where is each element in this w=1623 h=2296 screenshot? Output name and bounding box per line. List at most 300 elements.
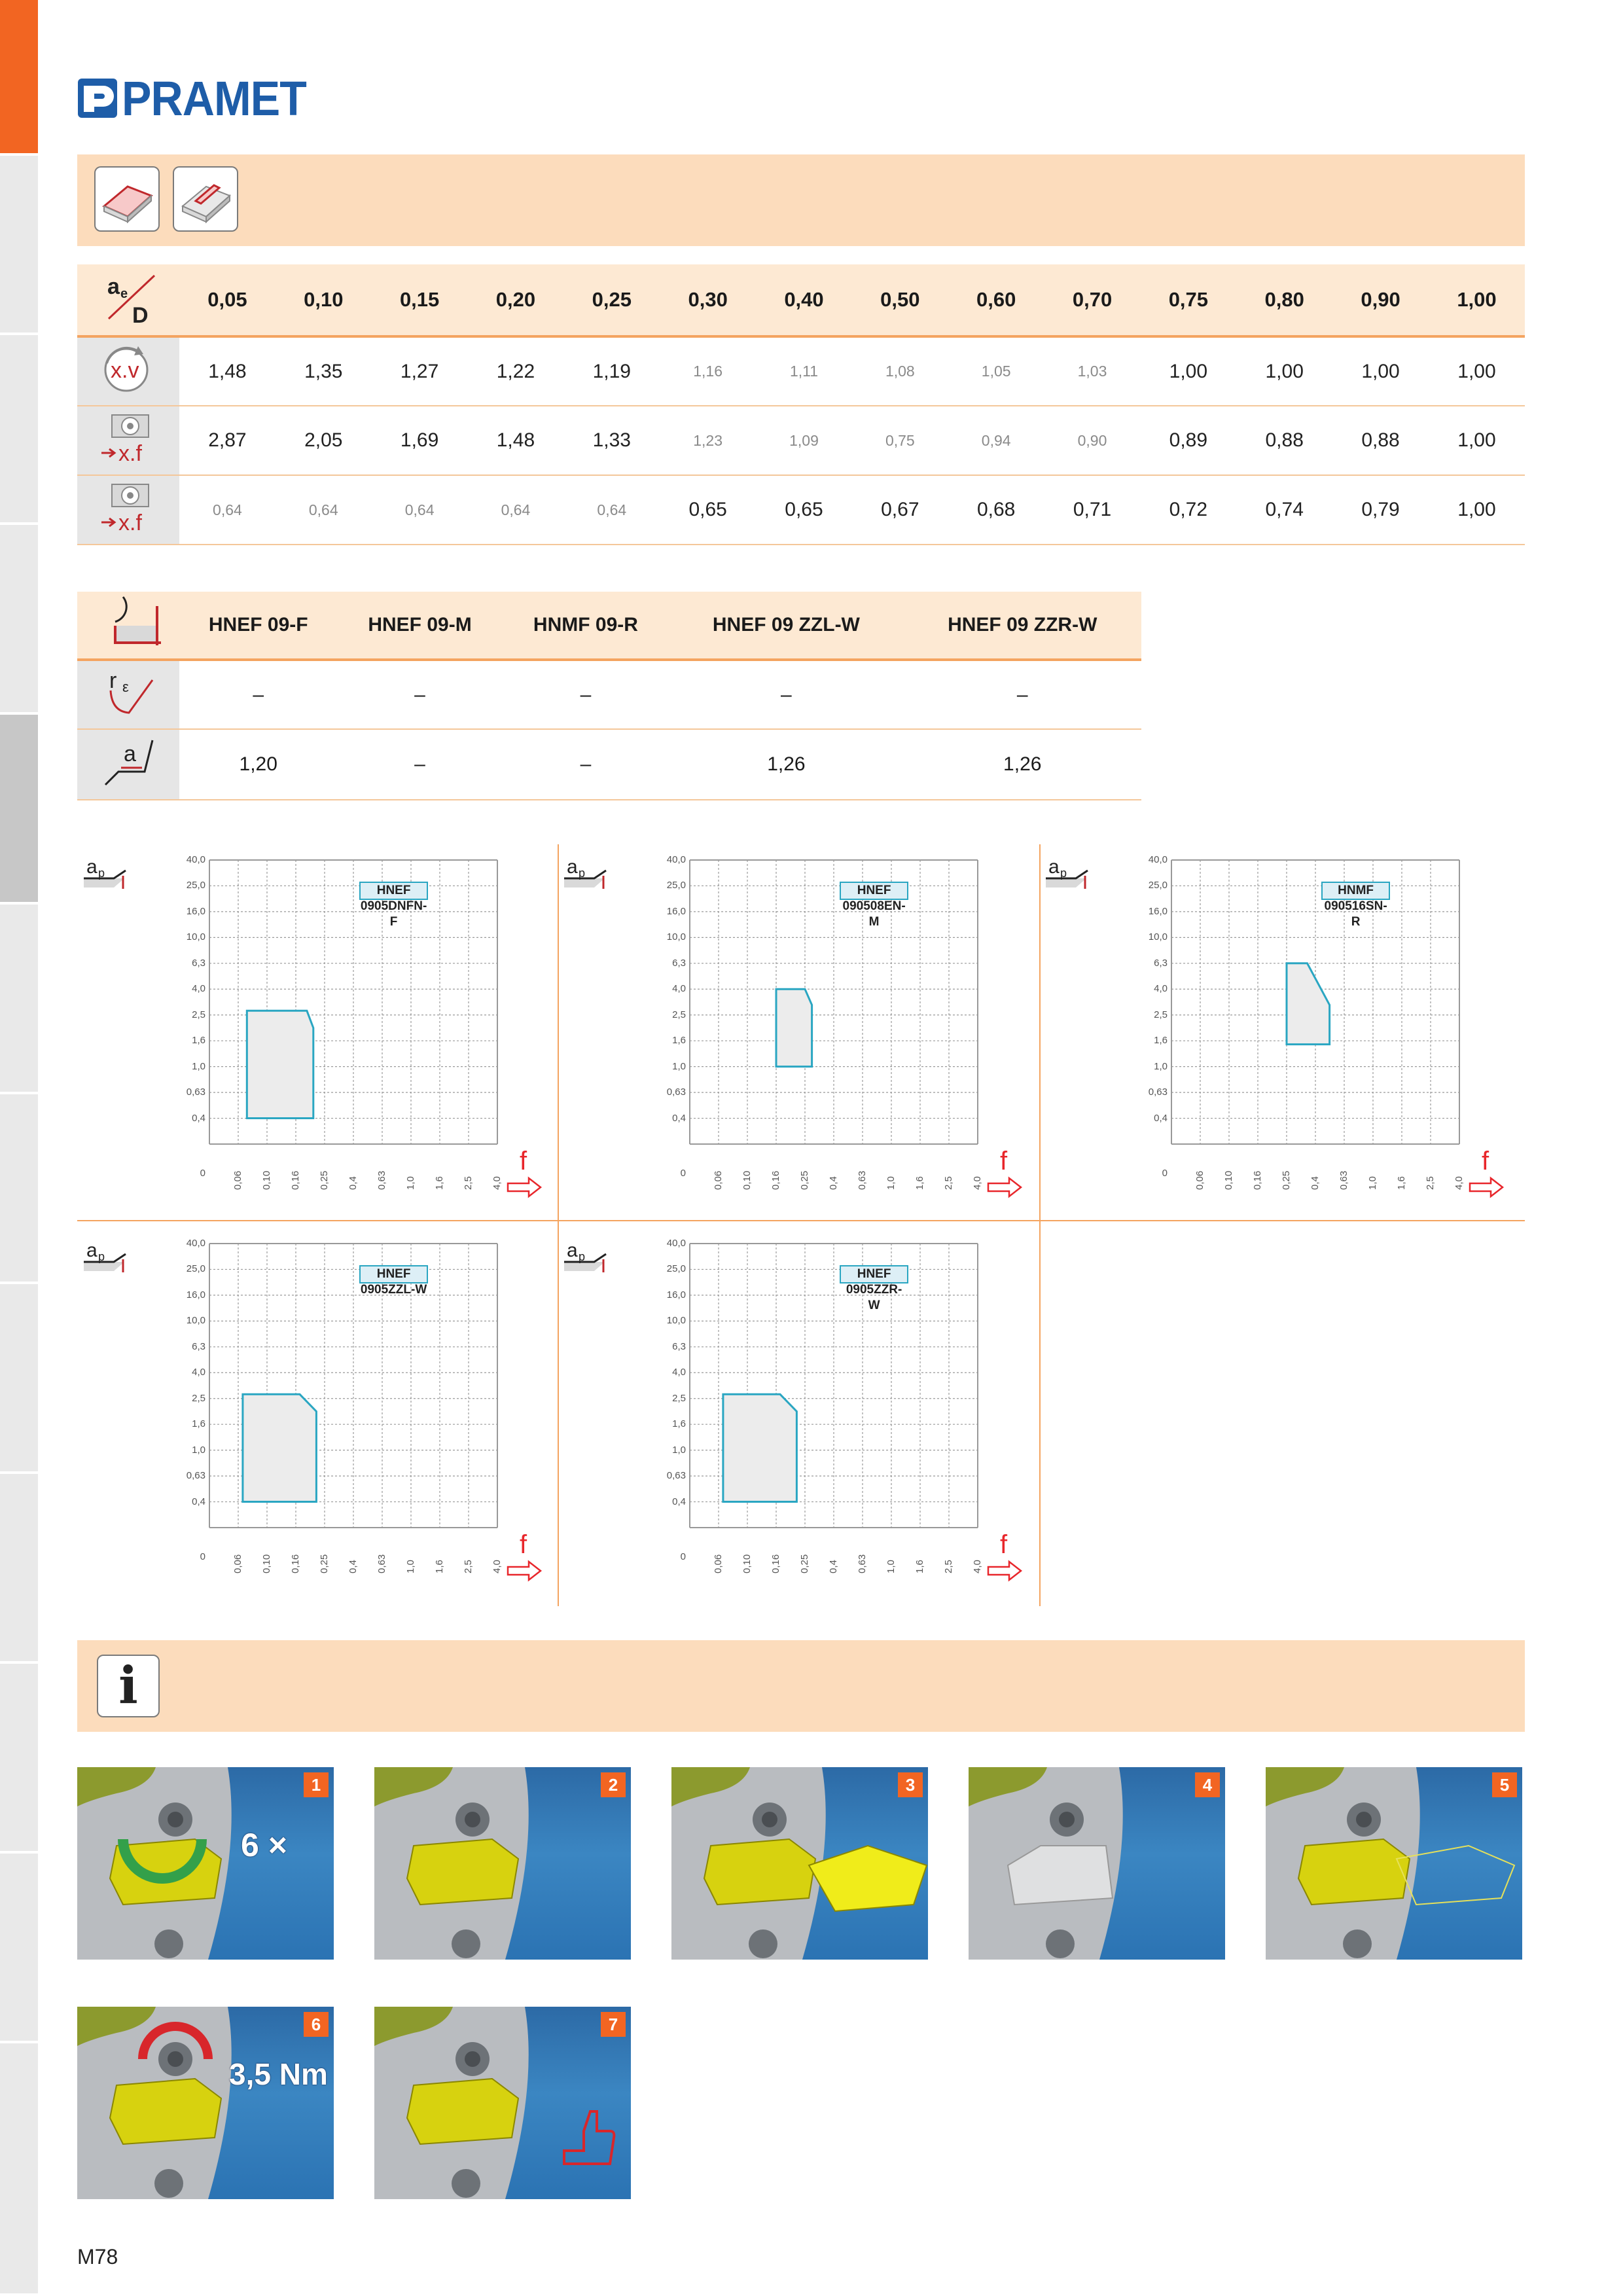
table-cell: 0,75 bbox=[852, 406, 948, 475]
table-cell: 1,69 bbox=[372, 406, 468, 475]
table-cell: 0,64 bbox=[563, 475, 660, 545]
table-cell: 1,20 bbox=[179, 729, 337, 800]
step-illustration bbox=[374, 2007, 631, 2199]
y-tick-label: 1,6 bbox=[192, 1035, 205, 1047]
table-cell: – bbox=[903, 660, 1141, 729]
svg-text:x.f: x.f bbox=[118, 440, 142, 466]
insert-column-header: HNMF 09-R bbox=[503, 592, 669, 660]
svg-text:p: p bbox=[98, 1250, 105, 1263]
chart-title: HNEF 0905ZZR-W bbox=[840, 1265, 909, 1283]
y-tick-label: 40,0 bbox=[186, 854, 205, 865]
table-cell: 0,64 bbox=[468, 475, 564, 545]
ap-axis-icon bbox=[1046, 856, 1088, 889]
insert-icon-cell bbox=[77, 592, 179, 660]
x-tick-label: 0,16 bbox=[770, 1170, 781, 1190]
x-tick-label: 0,25 bbox=[799, 1554, 810, 1573]
x-tick-label: 0,10 bbox=[1223, 1170, 1234, 1190]
step-photo bbox=[77, 1767, 334, 1960]
insert-shoulder-icon bbox=[89, 593, 168, 652]
y-tick-label: 4,0 bbox=[672, 983, 686, 995]
y-tick-label: 1,0 bbox=[192, 1444, 205, 1456]
step-illustration bbox=[671, 1767, 928, 1960]
chart-hnef-zzr bbox=[558, 1234, 1042, 1614]
table-cell: – bbox=[337, 660, 502, 729]
x-tick-label: 1,6 bbox=[434, 1560, 445, 1573]
x-tick-label: 0,16 bbox=[770, 1554, 781, 1573]
table-cell: 1,48 bbox=[179, 336, 276, 406]
x-tick-label: 4,0 bbox=[1454, 1176, 1465, 1190]
step-number: 5 bbox=[1492, 1772, 1517, 1797]
table-cell: 1,23 bbox=[660, 406, 756, 475]
table-cell: 1,05 bbox=[948, 336, 1044, 406]
table-cell: 1,00 bbox=[1236, 336, 1332, 406]
section-banner-top bbox=[77, 154, 1525, 246]
table-cell: 1,16 bbox=[660, 336, 756, 406]
step-photo bbox=[671, 1767, 928, 1960]
side-tab-active[interactable] bbox=[0, 0, 38, 156]
x-axis-label: f bbox=[520, 1530, 527, 1559]
ae-d-icon-cell bbox=[77, 264, 179, 336]
svg-text:a: a bbox=[124, 742, 136, 766]
svg-text:x.f: x.f bbox=[118, 510, 142, 535]
x-tick-label: 0,06 bbox=[713, 1170, 724, 1190]
x-tick-label: 1,6 bbox=[914, 1176, 925, 1190]
application-area bbox=[243, 1394, 317, 1501]
x-tick-label: 1,0 bbox=[405, 1560, 416, 1573]
y-tick-label: 10,0 bbox=[186, 931, 205, 943]
info-icon-box bbox=[97, 1655, 160, 1717]
table-cell: 0,72 bbox=[1140, 475, 1236, 545]
brand-logo bbox=[77, 71, 322, 126]
x-tick-label: 0,25 bbox=[319, 1170, 330, 1190]
table-cell: 0,94 bbox=[948, 406, 1044, 475]
header-ae-value: 0,50 bbox=[852, 264, 948, 336]
y-tick-label: 4,0 bbox=[192, 1367, 205, 1378]
side-tab[interactable] bbox=[0, 905, 38, 1094]
y-tick-label: 0,4 bbox=[672, 1496, 686, 1507]
y-tick-label: 25,0 bbox=[186, 880, 205, 891]
table-cell: 1,19 bbox=[563, 336, 660, 406]
chamfer-length-icon bbox=[92, 734, 164, 790]
brand-name: PRAMET bbox=[122, 71, 306, 126]
x-tick-label: 0,06 bbox=[1194, 1170, 1205, 1190]
step-caption: 3,5 Nm bbox=[229, 2057, 328, 2091]
svg-text:a: a bbox=[107, 274, 120, 299]
y-tick-label: 40,0 bbox=[1148, 854, 1168, 865]
step-photo bbox=[374, 1767, 631, 1960]
page-number: M78 bbox=[77, 2245, 118, 2269]
chart-hnef-m bbox=[558, 851, 1042, 1230]
y-tick-label: 6,3 bbox=[192, 957, 205, 969]
application-area bbox=[247, 1011, 313, 1118]
chart-grid bbox=[690, 860, 978, 1144]
y-tick-label: 0,4 bbox=[192, 1112, 205, 1124]
header-ae-value: 0,70 bbox=[1044, 264, 1141, 336]
table-cell: 0,90 bbox=[1044, 406, 1141, 475]
table-cell: 0,68 bbox=[948, 475, 1044, 545]
chart-title: HNEF 0905ZZL-W bbox=[359, 1265, 429, 1283]
feed-factor-icon bbox=[92, 411, 164, 467]
chamfer-icon-cell bbox=[77, 729, 179, 800]
insert-row-chamfer bbox=[77, 729, 1141, 800]
table-cell: 0,65 bbox=[660, 475, 756, 545]
insert-row-radius bbox=[77, 660, 1141, 729]
x-tick-label: 0,63 bbox=[376, 1554, 387, 1573]
table-cell: 1,11 bbox=[756, 336, 852, 406]
table-cell: 1,22 bbox=[468, 336, 564, 406]
x-tick-label: 0,16 bbox=[290, 1170, 301, 1190]
table-cell: 1,03 bbox=[1044, 336, 1141, 406]
y-tick-label: 25,0 bbox=[666, 880, 686, 891]
side-tab[interactable] bbox=[0, 1664, 38, 1854]
header-ae-value: 0,60 bbox=[948, 264, 1044, 336]
y-tick-label: 0,63 bbox=[186, 1470, 205, 1482]
y-tick-label: 1,0 bbox=[672, 1060, 686, 1072]
y-tick-label: 10,0 bbox=[666, 1315, 686, 1327]
x-tick-label: 0,63 bbox=[376, 1170, 387, 1190]
x-tick-label: 4,0 bbox=[491, 1176, 503, 1190]
table-cell: 1,35 bbox=[276, 336, 372, 406]
y-tick-label: 1,6 bbox=[192, 1418, 205, 1430]
x-tick-label: 0,25 bbox=[799, 1170, 810, 1190]
x-tick-label: 0,63 bbox=[1338, 1170, 1349, 1190]
x-tick-label: 0,10 bbox=[261, 1554, 272, 1573]
step-number: 1 bbox=[304, 1772, 329, 1797]
step-photo bbox=[1266, 1767, 1522, 1960]
x-axis-label: f bbox=[1482, 1147, 1489, 1175]
chart-hnmf-r bbox=[1039, 851, 1524, 1230]
shoulder-milling-icon bbox=[177, 171, 234, 227]
y-tick-label: 0,4 bbox=[672, 1112, 686, 1124]
y-tick-label: 16,0 bbox=[186, 1289, 205, 1300]
origin-label: 0 bbox=[200, 1168, 205, 1179]
y-tick-label: 0,4 bbox=[1154, 1112, 1168, 1124]
step-illustration bbox=[1266, 1767, 1522, 1960]
xf-icon-cell bbox=[77, 406, 179, 475]
table-cell: 0,64 bbox=[276, 475, 372, 545]
y-tick-label: 2,5 bbox=[672, 1392, 686, 1404]
header-ae-value: 0,30 bbox=[660, 264, 756, 336]
speed-factor-icon bbox=[92, 344, 164, 396]
feed-arrow-icon bbox=[508, 1178, 541, 1196]
step-illustration bbox=[77, 2007, 334, 2199]
x-tick-label: 4,0 bbox=[972, 1560, 983, 1573]
y-tick-label: 6,3 bbox=[192, 1340, 205, 1352]
header-ae-value: 0,90 bbox=[1332, 264, 1429, 336]
insert-column-header: HNEF 09-M bbox=[337, 592, 502, 660]
x-tick-label: 2,5 bbox=[1425, 1176, 1436, 1190]
milling-shoulder-icon-box bbox=[173, 166, 238, 232]
feed-arrow-icon bbox=[508, 1562, 541, 1580]
x-tick-label: 4,0 bbox=[491, 1560, 503, 1573]
insert-header-row bbox=[77, 592, 1141, 660]
y-tick-label: 1,6 bbox=[672, 1418, 686, 1430]
y-tick-label: 1,0 bbox=[672, 1444, 686, 1456]
x-tick-label: 0,25 bbox=[319, 1554, 330, 1573]
table-cell: 1,09 bbox=[756, 406, 852, 475]
y-tick-label: 16,0 bbox=[666, 905, 686, 917]
table-cell: 1,00 bbox=[1429, 406, 1525, 475]
insert-column-header: HNEF 09-F bbox=[179, 592, 337, 660]
table-cell: 1,26 bbox=[903, 729, 1141, 800]
x-tick-label: 2,5 bbox=[943, 1176, 954, 1190]
step-photo bbox=[374, 2007, 631, 2199]
y-tick-label: 6,3 bbox=[672, 957, 686, 969]
insert-geometry-table bbox=[77, 592, 1141, 800]
x-tick-label: 1,6 bbox=[1396, 1176, 1407, 1190]
table-cell: – bbox=[503, 729, 669, 800]
table-cell: 0,64 bbox=[372, 475, 468, 545]
chart-title: HNMF 090516SN-R bbox=[1321, 882, 1391, 900]
x-tick-label: 0,4 bbox=[828, 1560, 839, 1573]
x-tick-label: 0,06 bbox=[232, 1554, 243, 1573]
radius-icon-cell bbox=[77, 660, 179, 729]
table-cell: – bbox=[337, 729, 502, 800]
table-cell: – bbox=[179, 660, 337, 729]
side-tab[interactable] bbox=[0, 1854, 38, 2043]
y-tick-label: 0,63 bbox=[666, 1470, 686, 1482]
x-tick-label: 0,4 bbox=[828, 1176, 839, 1190]
header-ae-value: 0,75 bbox=[1140, 264, 1236, 336]
step-number: 6 bbox=[304, 2012, 329, 2037]
x-tick-label: 1,0 bbox=[1367, 1176, 1378, 1190]
side-tab-current[interactable] bbox=[0, 715, 38, 905]
svg-text:r: r bbox=[109, 668, 117, 693]
table-cell: 0,74 bbox=[1236, 475, 1332, 545]
svg-text:x.v: x.v bbox=[111, 358, 139, 383]
x-tick-label: 0,10 bbox=[741, 1170, 753, 1190]
side-tab[interactable] bbox=[0, 2043, 38, 2296]
chart-title: HNEF 0905DNFN-F bbox=[359, 882, 429, 900]
table-cell: 0,88 bbox=[1236, 406, 1332, 475]
y-tick-label: 25,0 bbox=[1148, 880, 1168, 891]
table-cell: 0,67 bbox=[852, 475, 948, 545]
x-tick-label: 0,4 bbox=[348, 1560, 359, 1573]
x-axis-label: f bbox=[1000, 1147, 1008, 1175]
y-tick-label: 10,0 bbox=[186, 1315, 205, 1327]
table-cell: 0,64 bbox=[179, 475, 276, 545]
header-ae-value: 1,00 bbox=[1429, 264, 1525, 336]
chart-hnef-zzl bbox=[77, 1234, 562, 1614]
y-tick-label: 0,63 bbox=[666, 1086, 686, 1098]
application-area bbox=[723, 1394, 797, 1501]
table-cell: 1,48 bbox=[468, 406, 564, 475]
y-tick-label: 1,0 bbox=[192, 1060, 205, 1072]
step-illustration bbox=[374, 1767, 631, 1960]
milling-face-icon-box bbox=[94, 166, 160, 232]
y-tick-label: 0,63 bbox=[186, 1086, 205, 1098]
y-tick-label: 2,5 bbox=[1154, 1009, 1168, 1020]
step-number: 3 bbox=[898, 1772, 923, 1797]
table-cell: 1,00 bbox=[1429, 336, 1525, 406]
svg-text:a: a bbox=[567, 1240, 578, 1261]
y-tick-label: 4,0 bbox=[192, 983, 205, 995]
svg-text:p: p bbox=[98, 867, 105, 880]
y-tick-label: 1,6 bbox=[672, 1035, 686, 1047]
x-tick-label: 0,4 bbox=[348, 1176, 359, 1190]
y-tick-label: 4,0 bbox=[1154, 983, 1168, 995]
feed-factor-alt-icon bbox=[92, 480, 164, 537]
table-row-xv bbox=[77, 336, 1525, 406]
x-tick-label: 1,6 bbox=[434, 1176, 445, 1190]
face-milling-icon bbox=[99, 171, 155, 227]
table-cell: 1,00 bbox=[1332, 336, 1429, 406]
y-tick-label: 40,0 bbox=[186, 1238, 205, 1249]
header-ae-value: 0,40 bbox=[756, 264, 852, 336]
table-row-xf-2 bbox=[77, 475, 1525, 545]
chart-hnef-f bbox=[77, 851, 562, 1230]
side-tabs bbox=[0, 0, 38, 2296]
header-ae-value: 0,10 bbox=[276, 264, 372, 336]
step-photo bbox=[77, 2007, 334, 2199]
x-tick-label: 0,25 bbox=[1281, 1170, 1292, 1190]
y-tick-label: 6,3 bbox=[672, 1340, 686, 1352]
y-tick-label: 10,0 bbox=[666, 931, 686, 943]
ap-axis-icon bbox=[564, 1240, 606, 1272]
side-tab[interactable] bbox=[0, 1284, 38, 1474]
x-tick-label: 0,16 bbox=[290, 1554, 301, 1573]
table-cell: – bbox=[669, 660, 903, 729]
table-row-xf-1 bbox=[77, 406, 1525, 475]
pramet-logo-icon bbox=[77, 78, 118, 118]
x-tick-label: 1,0 bbox=[405, 1176, 416, 1190]
y-tick-label: 16,0 bbox=[666, 1289, 686, 1300]
x-tick-label: 1,6 bbox=[914, 1560, 925, 1573]
y-tick-label: 6,3 bbox=[1154, 957, 1168, 969]
x-tick-label: 2,5 bbox=[463, 1176, 474, 1190]
origin-label: 0 bbox=[680, 1551, 686, 1562]
y-tick-label: 1,0 bbox=[1154, 1060, 1168, 1072]
chart-title: HNEF 090508EN-M bbox=[840, 882, 909, 900]
xf-icon-cell bbox=[77, 475, 179, 545]
x-tick-label: 0,06 bbox=[232, 1170, 243, 1190]
y-tick-label: 16,0 bbox=[186, 905, 205, 917]
x-tick-label: 0,06 bbox=[713, 1554, 724, 1573]
side-tab[interactable] bbox=[0, 525, 38, 715]
feed-arrow-icon bbox=[988, 1562, 1021, 1580]
table-cell: 0,79 bbox=[1332, 475, 1429, 545]
svg-text:p: p bbox=[579, 1250, 586, 1263]
ap-axis-icon bbox=[84, 856, 126, 889]
y-tick-label: 0,63 bbox=[1148, 1086, 1168, 1098]
y-tick-label: 2,5 bbox=[192, 1392, 205, 1404]
y-tick-label: 0,4 bbox=[192, 1496, 205, 1507]
table-cell: 0,71 bbox=[1044, 475, 1141, 545]
y-tick-label: 40,0 bbox=[666, 854, 686, 865]
side-tab[interactable] bbox=[0, 156, 38, 335]
origin-label: 0 bbox=[200, 1551, 205, 1562]
table-cell: 2,05 bbox=[276, 406, 372, 475]
y-tick-label: 4,0 bbox=[672, 1367, 686, 1378]
svg-text:p: p bbox=[579, 867, 586, 880]
x-axis-label: f bbox=[520, 1147, 527, 1175]
header-ae-value: 0,20 bbox=[468, 264, 564, 336]
svg-text:p: p bbox=[1060, 867, 1067, 880]
table-cell: 1,00 bbox=[1429, 475, 1525, 545]
y-tick-label: 25,0 bbox=[666, 1263, 686, 1275]
table-cell: 0,89 bbox=[1140, 406, 1236, 475]
x-tick-label: 4,0 bbox=[972, 1176, 983, 1190]
y-tick-label: 2,5 bbox=[192, 1009, 205, 1020]
y-tick-label: 2,5 bbox=[672, 1009, 686, 1020]
x-tick-label: 1,0 bbox=[885, 1176, 897, 1190]
xv-icon-cell bbox=[77, 336, 179, 406]
step-number: 4 bbox=[1195, 1772, 1220, 1797]
svg-text:e: e bbox=[120, 287, 128, 301]
header-ae-value: 0,25 bbox=[563, 264, 660, 336]
origin-label: 0 bbox=[1162, 1168, 1168, 1179]
table-cell: 1,08 bbox=[852, 336, 948, 406]
y-tick-label: 1,6 bbox=[1154, 1035, 1168, 1047]
svg-text:ε: ε bbox=[122, 678, 129, 695]
table-cell: 0,88 bbox=[1332, 406, 1429, 475]
table-header-row bbox=[77, 264, 1525, 336]
insert-column-header: HNEF 09 ZZR-W bbox=[903, 592, 1141, 660]
info-icon: i bbox=[118, 1656, 138, 1715]
corner-radius-icon bbox=[92, 664, 164, 721]
table-cell: 1,00 bbox=[1140, 336, 1236, 406]
step-number: 7 bbox=[601, 2012, 626, 2037]
ap-axis-icon bbox=[84, 1240, 126, 1272]
table-cell: 1,33 bbox=[563, 406, 660, 475]
step-photo bbox=[969, 1767, 1225, 1960]
step-number: 2 bbox=[601, 1772, 626, 1797]
x-tick-label: 2,5 bbox=[943, 1560, 954, 1573]
ae-over-d-icon bbox=[89, 268, 168, 327]
application-area bbox=[776, 989, 812, 1066]
y-tick-label: 40,0 bbox=[666, 1238, 686, 1249]
insert-column-header: HNEF 09 ZZL-W bbox=[669, 592, 903, 660]
table-cell: 0,65 bbox=[756, 475, 852, 545]
x-tick-label: 0,4 bbox=[1310, 1176, 1321, 1190]
y-tick-label: 10,0 bbox=[1148, 931, 1168, 943]
table-cell: 2,87 bbox=[179, 406, 276, 475]
feed-arrow-icon bbox=[1470, 1178, 1503, 1196]
svg-text:a: a bbox=[567, 856, 578, 878]
table-cell: 1,27 bbox=[372, 336, 468, 406]
x-tick-label: 0,63 bbox=[857, 1170, 868, 1190]
header-ae-value: 0,80 bbox=[1236, 264, 1332, 336]
side-tab[interactable] bbox=[0, 335, 38, 525]
info-banner bbox=[77, 1640, 1525, 1732]
ap-axis-icon bbox=[564, 856, 606, 889]
x-tick-label: 2,5 bbox=[463, 1560, 474, 1573]
step-caption: 6 × bbox=[241, 1827, 287, 1863]
x-tick-label: 1,0 bbox=[885, 1560, 897, 1573]
feed-arrow-icon bbox=[988, 1178, 1021, 1196]
x-axis-label: f bbox=[1000, 1530, 1008, 1559]
application-area bbox=[1287, 963, 1330, 1045]
side-tab[interactable] bbox=[0, 1474, 38, 1664]
origin-label: 0 bbox=[680, 1168, 686, 1179]
cutting-correction-table bbox=[77, 264, 1525, 545]
x-tick-label: 0,10 bbox=[261, 1170, 272, 1190]
header-ae-value: 0,05 bbox=[179, 264, 276, 336]
x-tick-label: 0,16 bbox=[1252, 1170, 1263, 1190]
x-tick-label: 0,63 bbox=[857, 1554, 868, 1573]
x-tick-label: 0,10 bbox=[741, 1554, 753, 1573]
svg-text:a: a bbox=[86, 1240, 98, 1261]
side-tab[interactable] bbox=[0, 1094, 38, 1284]
step-illustration bbox=[969, 1767, 1225, 1960]
table-cell: – bbox=[503, 660, 669, 729]
svg-text:a: a bbox=[1048, 856, 1060, 878]
table-cell: 1,26 bbox=[669, 729, 903, 800]
svg-text:D: D bbox=[132, 303, 149, 327]
svg-text:a: a bbox=[86, 856, 98, 878]
y-tick-label: 25,0 bbox=[186, 1263, 205, 1275]
header-ae-value: 0,15 bbox=[372, 264, 468, 336]
